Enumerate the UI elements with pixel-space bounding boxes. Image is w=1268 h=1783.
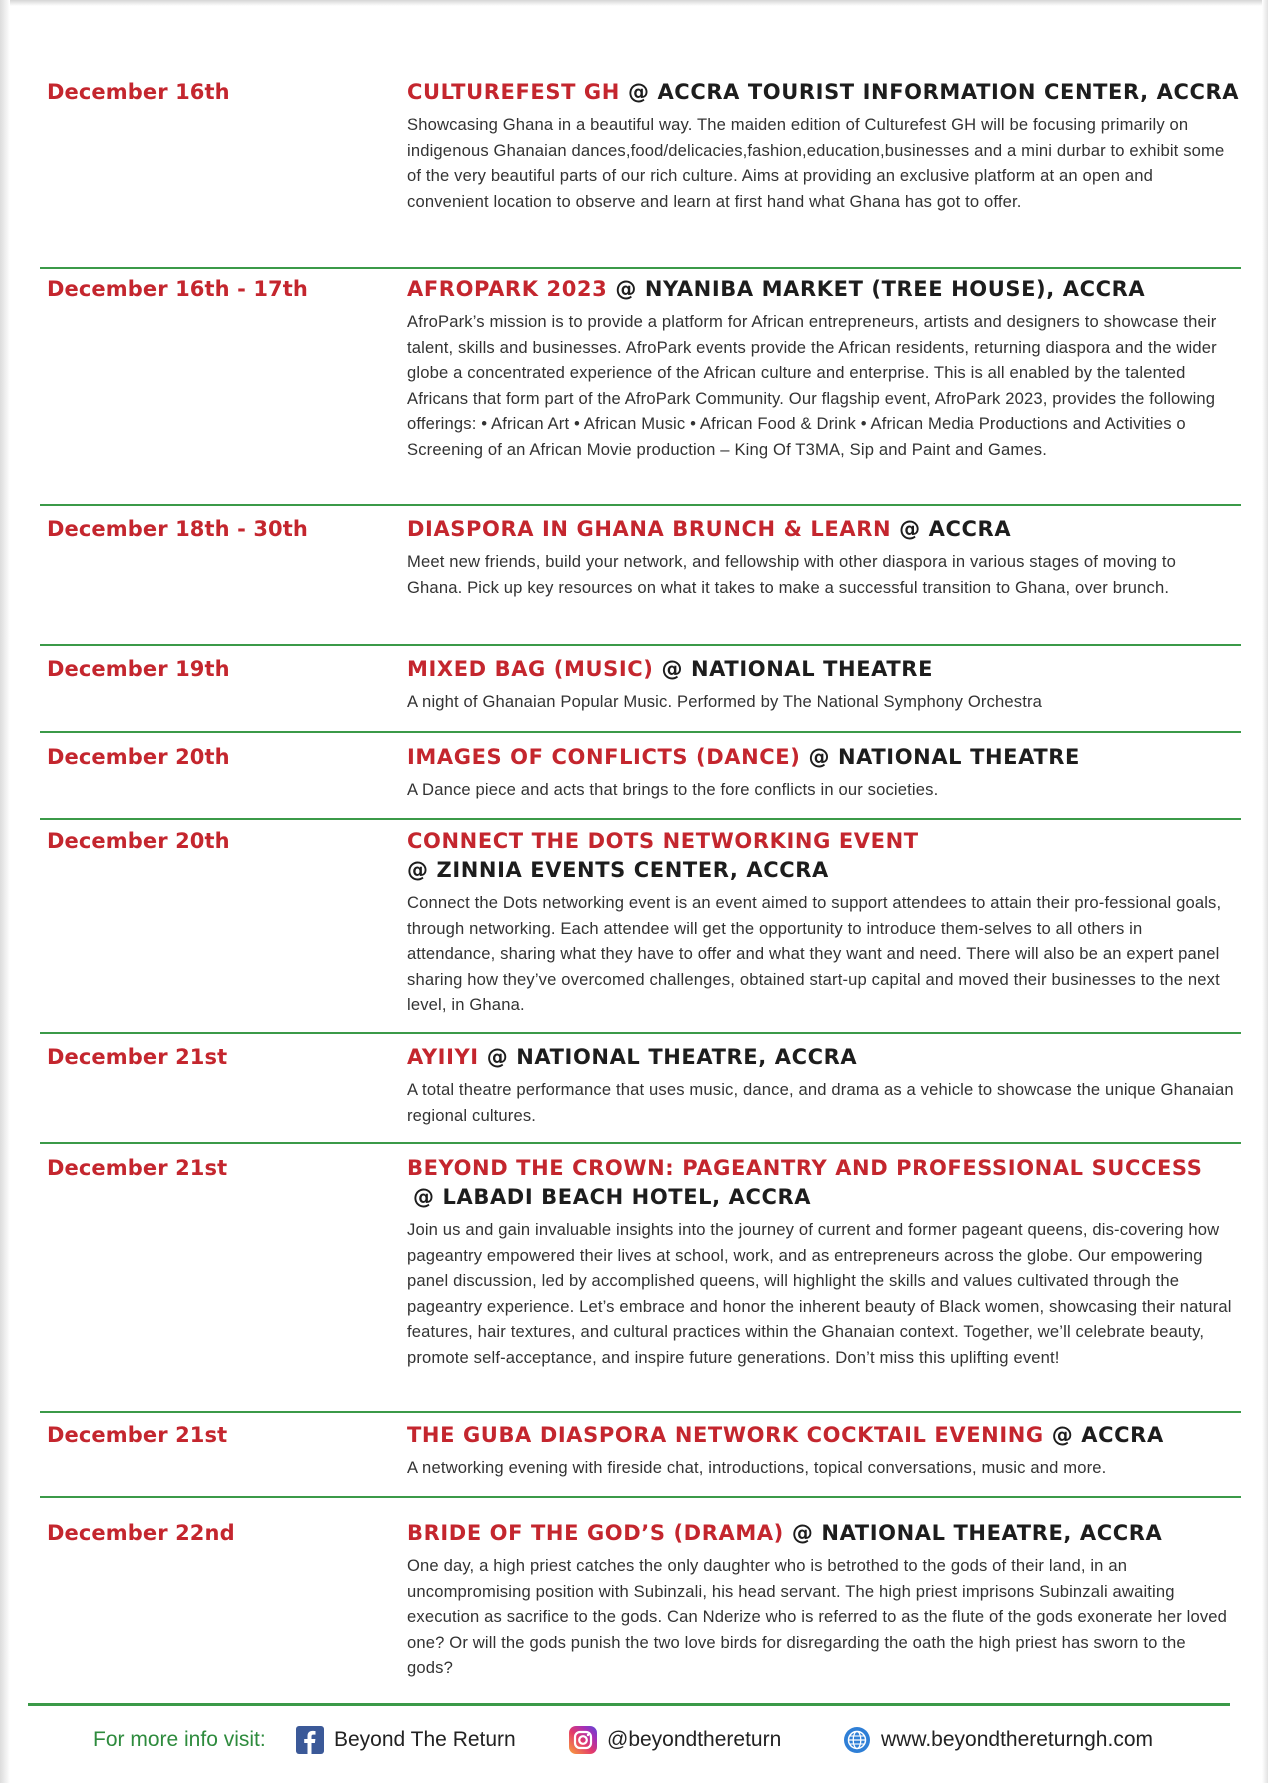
event-content — [407, 1154, 1235, 1370]
event-title: AYIIYI — [407, 1045, 479, 1069]
event-description: AfroPark’s mission is to provide a platform for African entrepreneurs, artists and designers to showcase their talent, skills and businesses. AfroPark events provide the African residents, returning diaspora and the wider globe a concentrated experience of the African culture and enterprise. This is all enabled by the talented Africans that form part of the AfroPark Community. Our flagship event, AfroPark 2023, provides the following offerings: • African Art • African Music • African Food & Drink • African Media Productions and Activities o Screening of an African Movie production – King Of T3MA, Sip and Paint and Games. — [407, 312, 1217, 459]
event-venue: @ NATIONAL THEATRE — [808, 745, 1080, 769]
event-content — [407, 78, 1240, 214]
event-description: A Dance piece and acts that brings to the fore conflicts in our societies. — [407, 780, 939, 799]
event-date: December 21st — [47, 1423, 228, 1447]
event-description: Showcasing Ghana in a beautiful way. The maiden edition of Culturefest GH will be focusing primarily on indigenous Ghanaian dances,food/delicacies,fashion,education,businesses and a mini durbar to exhibit some of the very beautiful parts of our rich culture. Aims at providing an exclusive platform at an open and convenient location to observe and learn at first hand what Ghana has got to offer. — [407, 115, 1225, 211]
instagram-icon — [569, 1726, 597, 1754]
event-heading — [407, 1421, 1235, 1449]
event-item — [40, 515, 1241, 646]
event-content — [407, 1421, 1235, 1481]
footer — [0, 1720, 1268, 1760]
event-item — [40, 78, 1241, 269]
event-heading — [407, 827, 1235, 855]
facebook-handle: Beyond The Return — [334, 1728, 516, 1751]
event-title: THE GUBA DIASPORA NETWORK COCKTAIL EVENING — [407, 1423, 1044, 1447]
event-venue: @ NATIONAL THEATRE — [661, 657, 934, 681]
event-content — [407, 743, 1235, 803]
event-date: December 20th — [47, 745, 230, 769]
website-link[interactable] — [843, 1724, 1153, 1756]
event-description: Join us and gain invaluable insights into the journey of current and former pageant queens, dis-covering how pageantry empowered their lives at school, work, and as entrepreneurs across the globe. Our empowering panel discussion, led by accomplished queens, will highlight the skills and values cultivated through the pageantry experience. Let’s embrace and honor the inherent beauty of Black women, showcasing their natural features, hair textures, and cultural practices within the Ghanaian context. Together, we’ll celebrate beauty, promote self-acceptance, and inspire future generations. Don’t miss this uplifting event! — [407, 1220, 1232, 1367]
event-heading — [407, 1154, 1235, 1182]
event-date: December 16th — [47, 80, 230, 104]
event-content — [407, 655, 1235, 715]
page-shadow-left — [0, 0, 10, 1783]
event-description: One day, a high priest catches the only daughter who is betrothed to the gods of their land, in an uncompromising position with Subinzali, his head servant. The high priest imprisons Subinzali awaiting execution as sacrifice to the gods. Can Nderize who is referred to as the flute of the gods exonerate her loved one? Or will the gods punish the two love birds for disregarding the oath the high priest has sworn to the gods? — [407, 1556, 1228, 1677]
event-title: BRIDE OF THE GOD’S (DRAMA) — [407, 1521, 784, 1545]
page-shadow-right — [1262, 0, 1268, 1783]
event-description: A total theatre performance that uses music, dance, and drama as a vehicle to showcase the unique Ghanaian regional cultures. — [407, 1080, 1234, 1125]
event-title: IMAGES OF CONFLICTS (DANCE) — [407, 745, 801, 769]
event-venue: @ ZINNIA EVENTS CENTER, ACCRA — [407, 858, 829, 882]
facebook-link[interactable] — [296, 1724, 516, 1756]
footer-label: For more info visit: — [93, 1728, 266, 1751]
event-item — [40, 1421, 1241, 1498]
instagram-handle: @beyondthereturn — [607, 1728, 782, 1751]
website-url: www.beyondthereturngh.com — [881, 1728, 1153, 1751]
facebook-icon — [296, 1726, 324, 1754]
event-venue: @ ACCRA — [899, 517, 1012, 541]
globe-icon — [843, 1726, 871, 1754]
event-date: December 19th — [47, 657, 230, 681]
event-venue: @ ACCRA — [1051, 1423, 1164, 1447]
event-content — [407, 827, 1235, 1018]
footer-divider — [28, 1703, 1230, 1706]
event-date: December 22nd — [47, 1521, 235, 1545]
event-heading — [407, 655, 1235, 683]
event-title: BEYOND THE CROWN: PAGEANTRY AND PROFESSIONAL SUCCESS — [407, 1156, 1203, 1180]
event-heading — [407, 1043, 1235, 1071]
event-heading — [407, 515, 1235, 543]
event-content — [407, 1043, 1235, 1128]
event-content — [407, 515, 1235, 600]
event-date: December 21st — [47, 1045, 228, 1069]
event-heading — [407, 1519, 1235, 1547]
event-description: A networking evening with fireside chat, introductions, topical conversations, music and more. — [407, 1458, 1107, 1477]
event-date: December 21st — [47, 1156, 228, 1180]
instagram-link[interactable] — [569, 1724, 781, 1756]
event-title: CONNECT THE DOTS NETWORKING EVENT — [407, 829, 919, 853]
event-item — [40, 1043, 1241, 1144]
event-content — [407, 275, 1235, 462]
event-description: A night of Ghanaian Popular Music. Performed by The National Symphony Orchestra — [407, 692, 1043, 711]
event-date: December 20th — [47, 829, 230, 853]
event-date: December 18th - 30th — [47, 517, 308, 541]
event-venue: @ NYANIBA MARKET (TREE HOUSE), ACCRA — [615, 277, 1146, 301]
event-title: DIASPORA IN GHANA BRUNCH & LEARN — [407, 517, 892, 541]
event-title: MIXED BAG (MUSIC) — [407, 657, 654, 681]
event-heading — [407, 78, 1240, 106]
event-venue: @ ACCRA TOURIST INFORMATION CENTER, ACCRA — [627, 80, 1240, 104]
event-item — [40, 1519, 1241, 1684]
event-description: Meet new friends, build your network, and fellowship with other diaspora in various stages of moving to Ghana. Pick up key resources on what it takes to make a successful transition to Ghana, over brunch. — [407, 552, 1177, 597]
event-venue: @ NATIONAL THEATRE, ACCRA — [791, 1521, 1163, 1545]
page-shadow-top — [0, 0, 1268, 6]
event-title: AFROPARK 2023 — [407, 277, 608, 301]
event-title: CULTUREFEST GH — [407, 80, 620, 104]
event-content — [407, 1519, 1235, 1681]
event-date: December 16th - 17th — [47, 277, 308, 301]
event-heading — [407, 275, 1235, 303]
event-venue: @ LABADI BEACH HOTEL, ACCRA — [413, 1185, 812, 1209]
event-item — [40, 827, 1241, 1034]
event-item — [40, 743, 1241, 820]
event-heading — [407, 743, 1235, 771]
event-venue: @ NATIONAL THEATRE, ACCRA — [486, 1045, 858, 1069]
event-description: Connect the Dots networking event is an event aimed to support attendees to attain their pro-fessional goals, through networking. Each attendee will get the opportunity to introduce them-selves to all others in attendance, sharing what they have to offer and what they want and need. There will also be an expert panel sharing how they’ve overcomed challenges, obtained start-up capital and moved their businesses to the next level, in Ghana. — [407, 893, 1222, 1014]
event-item — [40, 655, 1241, 733]
event-item — [40, 1154, 1241, 1413]
event-item — [40, 275, 1241, 506]
